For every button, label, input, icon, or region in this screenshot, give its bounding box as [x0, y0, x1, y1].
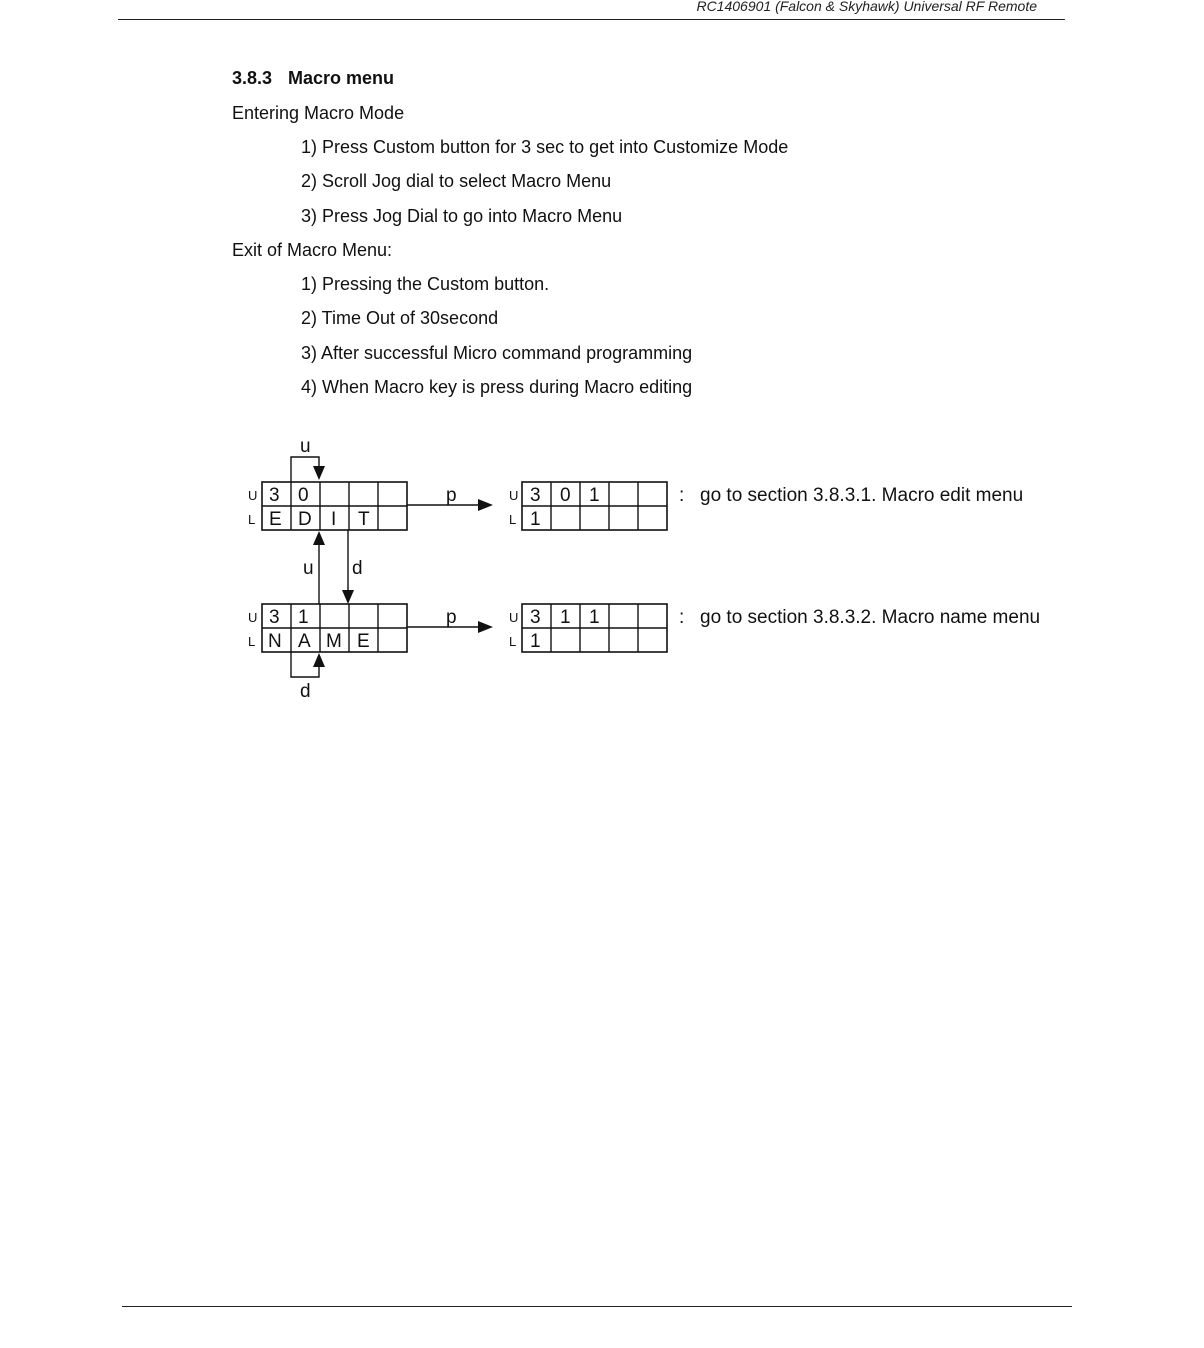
edge-press-edit: [407, 485, 493, 511]
cell: E: [357, 631, 370, 652]
submenu-display-name: [509, 604, 667, 652]
edge-label-up: u: [303, 558, 314, 579]
cell: 1: [589, 607, 600, 628]
row-label-lower: L: [248, 634, 256, 649]
cell: D: [298, 509, 312, 530]
exit-step-2: 2) Time Out of 30second: [301, 308, 499, 328]
cell: 1: [589, 485, 600, 506]
edge-press-name: [407, 607, 493, 633]
exit-step-1: 1) Pressing the Custom button.: [301, 274, 550, 294]
target-colon: :: [679, 485, 685, 506]
row-label-upper: U: [248, 488, 258, 503]
exit-heading: Exit of Macro Menu:: [232, 240, 393, 260]
cell: 1: [560, 607, 571, 628]
entering-heading: Entering Macro Mode: [232, 103, 405, 123]
row-label-lower: L: [509, 512, 517, 527]
cell: 3: [269, 485, 280, 506]
section-number: 3.8.3: [232, 68, 273, 88]
section-title: Macro menu: [288, 68, 395, 88]
row-label-upper: U: [248, 610, 258, 625]
cell: 1: [530, 631, 541, 652]
cell: 3: [530, 485, 541, 506]
edge-down-between: [342, 530, 363, 604]
footer-rule: [122, 1306, 1072, 1307]
target-colon: :: [679, 607, 685, 628]
cell: 1: [298, 607, 309, 628]
edge-up-between: [303, 531, 325, 604]
entering-step-1: 1) Press Custom button for 3 sec to get into Customize Mode: [301, 137, 789, 157]
target-name-menu: go to section 3.8.3.2. Macro name menu: [700, 607, 1041, 628]
edge-label-down: d: [352, 558, 363, 579]
edge-label-press: p: [446, 485, 457, 506]
cell: 0: [560, 485, 571, 506]
cell: I: [331, 509, 337, 530]
cell: N: [268, 631, 282, 652]
menu-display-edit: [248, 482, 407, 530]
edge-label-down: d: [300, 681, 311, 702]
edge-label-press: p: [446, 607, 457, 628]
edge-up-loop-top: [291, 436, 325, 482]
row-label-upper: U: [509, 488, 519, 503]
edge-label-up: u: [300, 436, 311, 457]
cell: 3: [269, 607, 280, 628]
exit-step-4: 4) When Macro key is press during Macro editing: [301, 377, 693, 397]
exit-step-3: 3) After successful Micro command programming: [301, 343, 693, 363]
cell: 0: [298, 485, 309, 506]
cell: A: [298, 631, 311, 652]
cell: M: [326, 631, 342, 652]
row-label-lower: L: [509, 634, 517, 649]
row-label-lower: L: [248, 512, 256, 527]
submenu-display-edit: [509, 482, 667, 530]
cell: 3: [530, 607, 541, 628]
cell: 1: [530, 509, 541, 530]
target-edit-menu: go to section 3.8.3.1. Macro edit menu: [700, 485, 1024, 506]
cell: E: [269, 509, 282, 530]
cell: T: [358, 509, 370, 530]
entering-step-3: 3) Press Jog Dial to go into Macro Menu: [301, 206, 623, 226]
entering-step-2: 2) Scroll Jog dial to select Macro Menu: [301, 171, 612, 191]
menu-display-name: [248, 604, 407, 652]
edge-down-loop-bottom: [291, 652, 325, 702]
row-label-upper: U: [509, 610, 519, 625]
document-title: RC1406901 (Falcon & Skyhawk) Universal RF Remote: [696, 0, 1037, 14]
